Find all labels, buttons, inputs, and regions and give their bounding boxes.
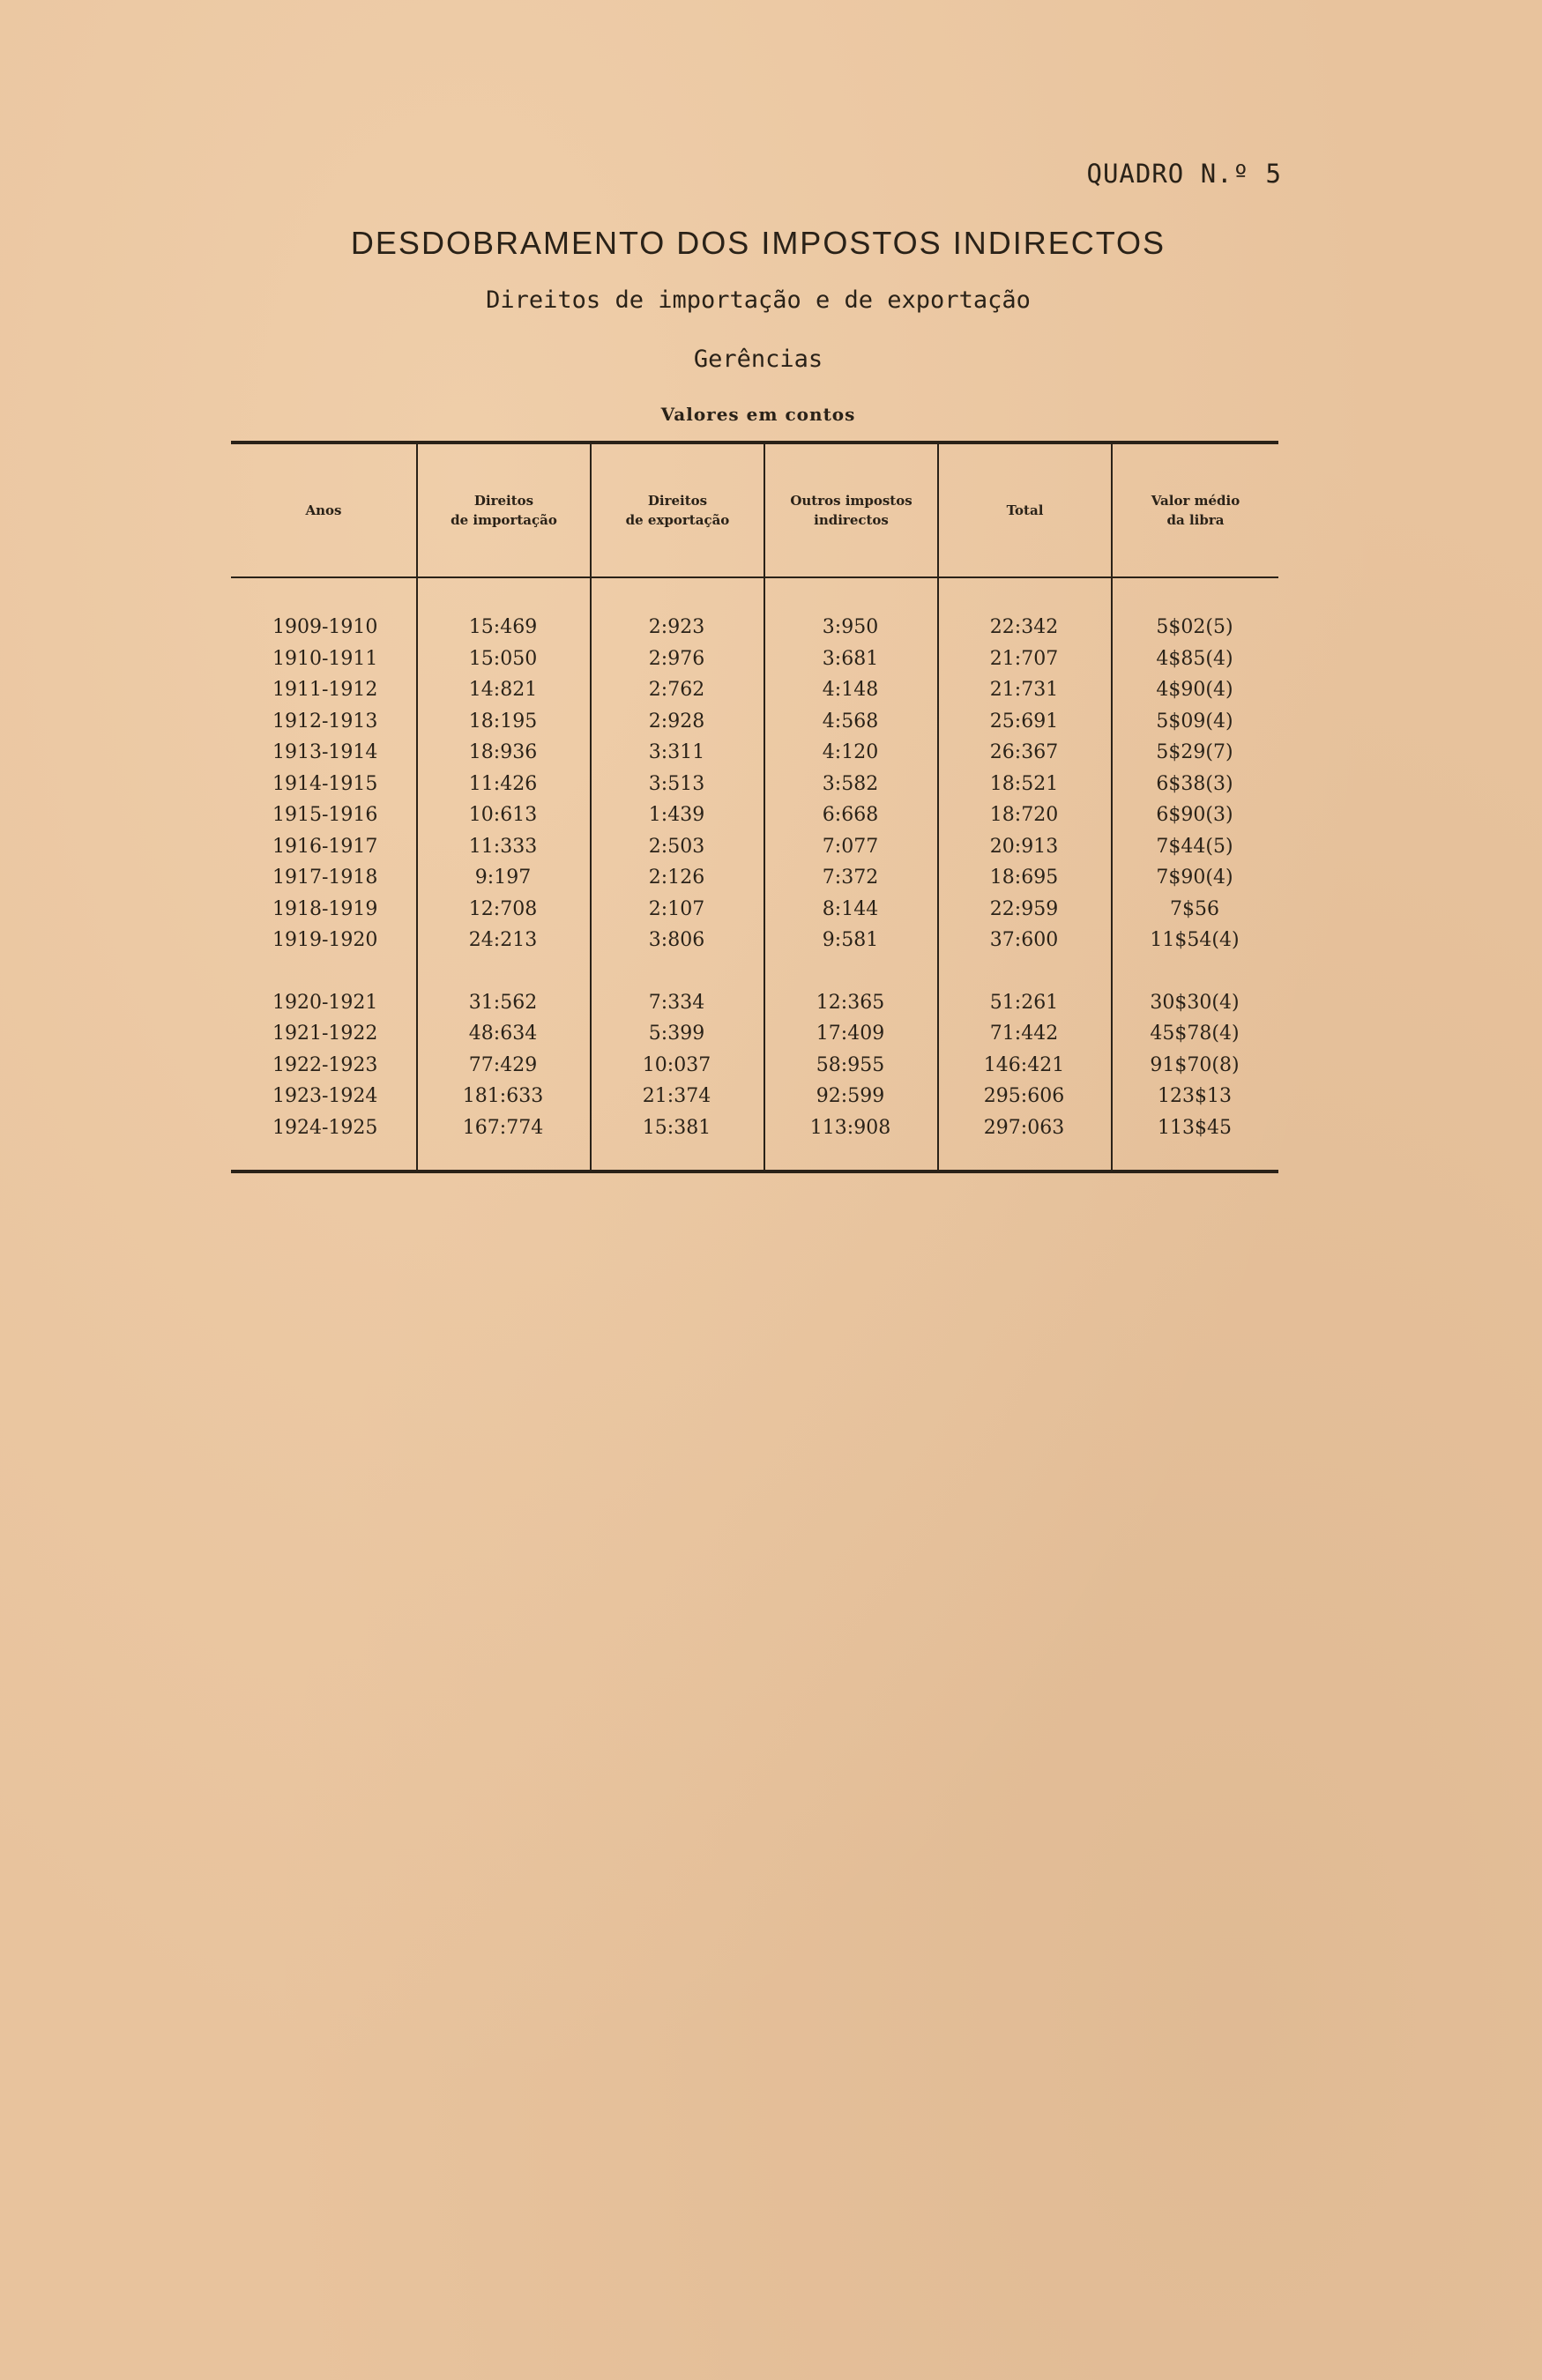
table-row — [231, 674, 1278, 706]
units-label: Valores em contos — [660, 404, 856, 425]
cell-other-taxes: 4:120 — [822, 741, 879, 764]
cell-pound-value: 5$02(5) — [1156, 616, 1233, 639]
table-row — [231, 894, 1278, 926]
period-label: Gerências — [693, 346, 823, 373]
cell-total: 25:691 — [989, 710, 1059, 733]
cell-pound-value: 45$78(4) — [1150, 1023, 1240, 1045]
table-row — [231, 706, 1278, 738]
table-row — [231, 643, 1278, 675]
cell-other-taxes: 9:581 — [822, 929, 879, 952]
header-direitos-importacao: Direitos de importação — [416, 444, 590, 576]
cell-imports: 18:936 — [468, 741, 538, 764]
cell-exports: 2:126 — [648, 866, 705, 889]
cell-exports: 2:976 — [648, 647, 705, 670]
table-bottom-rule — [231, 1170, 1278, 1173]
cell-total: 20:913 — [989, 835, 1059, 858]
table-row — [231, 612, 1278, 643]
cell-total: 295:606 — [983, 1085, 1065, 1108]
cell-imports: 10:613 — [468, 804, 538, 827]
cell-imports: 11:333 — [468, 835, 538, 858]
cell-other-taxes: 6:668 — [822, 804, 879, 827]
table-row — [231, 1018, 1278, 1050]
header-total: Total — [937, 444, 1111, 576]
cell-total: 26:367 — [989, 741, 1059, 764]
cell-year: 1909-1910 — [272, 616, 378, 639]
cell-imports: 14:821 — [468, 679, 538, 702]
cell-pound-value: 7$44(5) — [1156, 835, 1233, 858]
cell-total: 71:442 — [989, 1023, 1059, 1045]
cell-year: 1912-1913 — [272, 710, 378, 733]
table-row — [231, 800, 1278, 831]
cell-pound-value: 91$70(8) — [1150, 1053, 1240, 1076]
cell-pound-value: 113$45 — [1158, 1116, 1232, 1139]
cell-imports: 31:562 — [468, 991, 538, 1014]
cell-exports: 7:334 — [648, 991, 705, 1014]
page-title: DESDOBRAMENTO DOS IMPOSTOS INDIRECTOS — [350, 225, 1166, 261]
cell-pound-value: 5$29(7) — [1156, 741, 1233, 764]
cell-pound-value: 6$38(3) — [1156, 772, 1233, 795]
cell-exports: 2:762 — [648, 679, 705, 702]
cell-imports: 18:195 — [468, 710, 538, 733]
cell-pound-value: 7$56 — [1170, 897, 1219, 920]
cell-exports: 15:381 — [642, 1116, 711, 1139]
cell-year: 1913-1914 — [272, 741, 378, 764]
table-number: QUADRO N.º 5 — [1086, 159, 1282, 189]
table-header — [231, 444, 1278, 576]
table-body — [231, 578, 1278, 1170]
rows-group-2 — [231, 987, 1278, 1144]
cell-total: 18:521 — [989, 772, 1059, 795]
cell-year: 1916-1917 — [272, 835, 378, 858]
cell-other-taxes: 4:148 — [822, 679, 879, 702]
cell-pound-value: 30$30(4) — [1150, 991, 1240, 1014]
cell-year: 1915-1916 — [272, 804, 378, 827]
cell-total: 297:063 — [983, 1116, 1065, 1139]
cell-exports: 2:928 — [648, 710, 705, 733]
cell-other-taxes: 92:599 — [816, 1085, 885, 1108]
cell-year: 1921-1922 — [272, 1023, 378, 1045]
cell-other-taxes: 7:372 — [822, 866, 879, 889]
table-row — [231, 1081, 1278, 1112]
header-direitos-exportacao: Direitos de exportação — [590, 444, 764, 576]
cell-total: 146:421 — [983, 1053, 1065, 1076]
cell-exports: 3:806 — [648, 929, 705, 952]
cell-exports: 21:374 — [642, 1085, 711, 1108]
rows-group-1 — [231, 612, 1278, 956]
cell-other-taxes: 4:568 — [822, 710, 879, 733]
cell-total: 37:600 — [989, 929, 1059, 952]
table-row — [231, 987, 1278, 1019]
header-anos: Anos — [305, 502, 342, 518]
cell-imports: 181:633 — [462, 1085, 544, 1108]
cell-year: 1920-1921 — [272, 991, 378, 1014]
cell-total: 18:695 — [989, 866, 1059, 889]
cell-other-taxes: 58:955 — [816, 1053, 885, 1076]
cell-imports: 24:213 — [468, 929, 538, 952]
cell-imports: 77:429 — [468, 1053, 538, 1076]
cell-imports: 48:634 — [468, 1023, 538, 1045]
cell-other-taxes: 3:950 — [822, 616, 879, 639]
cell-exports: 5:399 — [648, 1023, 705, 1045]
cell-exports: 2:503 — [648, 835, 705, 858]
cell-imports: 15:469 — [468, 616, 538, 639]
table-row — [231, 831, 1278, 863]
cell-total: 22:342 — [989, 616, 1059, 639]
cell-year: 1918-1919 — [272, 897, 378, 920]
cell-year: 1911-1912 — [272, 679, 378, 702]
cell-year: 1922-1923 — [272, 1053, 378, 1076]
cell-total: 18:720 — [989, 804, 1059, 827]
cell-other-taxes: 3:681 — [822, 647, 879, 670]
cell-pound-value: 4$90(4) — [1156, 679, 1233, 702]
cell-other-taxes: 12:365 — [816, 991, 885, 1014]
cell-exports: 2:923 — [648, 616, 705, 639]
cell-other-taxes: 8:144 — [822, 897, 879, 920]
cell-other-taxes: 113:908 — [809, 1116, 891, 1139]
cell-exports: 3:513 — [648, 772, 705, 795]
cell-total: 22:959 — [989, 897, 1059, 920]
table-row — [231, 1112, 1278, 1144]
cell-pound-value: 5$09(4) — [1156, 710, 1233, 733]
cell-total: 21:731 — [989, 679, 1059, 702]
table-row — [231, 925, 1278, 956]
cell-exports: 1:439 — [648, 804, 705, 827]
cell-pound-value: 7$90(4) — [1156, 866, 1233, 889]
cell-imports: 12:708 — [468, 897, 538, 920]
cell-pound-value: 123$13 — [1158, 1085, 1232, 1108]
cell-year: 1914-1915 — [272, 772, 378, 795]
page-subtitle: Direitos de importação e de exportação — [486, 286, 1031, 314]
cell-total: 21:707 — [989, 647, 1059, 670]
cell-imports: 11:426 — [468, 772, 538, 795]
cell-other-taxes: 17:409 — [816, 1023, 885, 1045]
cell-year: 1924-1925 — [272, 1116, 378, 1139]
cell-year: 1917-1918 — [272, 866, 378, 889]
cell-imports: 167:774 — [462, 1116, 544, 1139]
table-row — [231, 1050, 1278, 1082]
header-valor-medio: Valor médio da libra — [1111, 444, 1278, 576]
cell-imports: 15:050 — [468, 647, 538, 670]
cell-year: 1923-1924 — [272, 1085, 378, 1108]
tax-table — [231, 441, 1278, 1173]
cell-imports: 9:197 — [474, 866, 532, 889]
header-outros-impostos: Outros impostos indirectos — [764, 444, 937, 576]
cell-other-taxes: 7:077 — [822, 835, 879, 858]
group-spacer — [231, 956, 1278, 987]
cell-pound-value: 11$54(4) — [1150, 929, 1240, 952]
table-row — [231, 769, 1278, 800]
cell-exports: 10:037 — [642, 1053, 711, 1076]
cell-pound-value: 4$85(4) — [1156, 647, 1233, 670]
cell-exports: 2:107 — [648, 897, 705, 920]
cell-year: 1910-1911 — [272, 647, 378, 670]
cell-pound-value: 6$90(3) — [1156, 804, 1233, 827]
cell-year: 1919-1920 — [272, 929, 378, 952]
table-row — [231, 862, 1278, 894]
table-row — [231, 737, 1278, 769]
cell-total: 51:261 — [989, 991, 1059, 1014]
cell-other-taxes: 3:582 — [822, 772, 879, 795]
cell-exports: 3:311 — [648, 741, 705, 764]
